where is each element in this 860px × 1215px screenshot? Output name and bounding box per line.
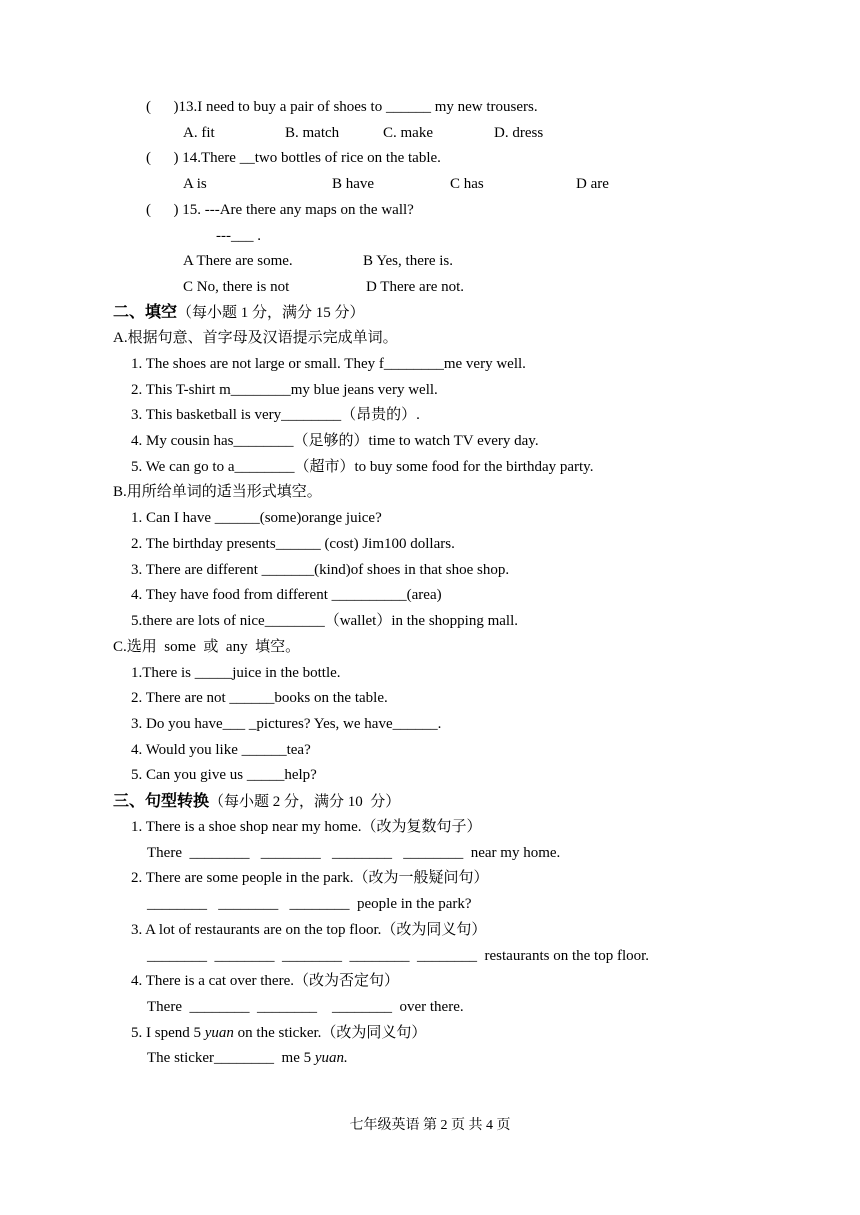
transform-5-a-italic: yuan. — [314, 1050, 348, 1066]
transform-5-q-pre: 5. I spend 5 — [131, 1025, 205, 1041]
part-a-item-2: 2. This T-shirt m________my blue jeans very well. — [131, 382, 438, 398]
part-b-item-3: 3. There are different _______(kind)of shoes in that shoe shop. — [131, 562, 510, 578]
section-2-heading — [113, 302, 365, 323]
q13-option-a: A. fit — [183, 125, 215, 141]
transform-5-q-post: on the sticker.（改为同义句） — [233, 1025, 427, 1041]
part-b-item-4: 4. They have food from different __________(area) — [131, 587, 442, 603]
transform-3-answer: ________ ________ ________ ________ ________ restaurants on the top floor. — [147, 948, 650, 964]
question-14-stem: ( ) 14.There __two bottles of rice on the table. — [146, 150, 441, 166]
part-a-title: A.根据句意、首字母及汉语提示完成单词。 — [113, 330, 398, 346]
transform-5-answer — [147, 1048, 348, 1068]
section-2-title: 二、填空 — [113, 302, 178, 321]
part-c-title: C.选用 some 或 any 填空。 — [113, 639, 301, 655]
part-c-item-2: 2. There are not ______books on the table. — [131, 690, 388, 706]
part-a-item-4: 4. My cousin has________（足够的）time to watch TV every day. — [131, 433, 539, 449]
q14-option-a: A is — [183, 176, 207, 192]
q13-option-b: B. match — [285, 125, 340, 141]
q15-option-b: B Yes, there is. — [363, 253, 454, 269]
transform-1-question: 1. There is a shoe shop near my home.（改为复数句子） — [131, 819, 482, 835]
question-15-stem: ( ) 15. ---Are there any maps on the wall? — [146, 202, 414, 218]
part-b-item-1: 1. Can I have ______(some)orange juice? — [131, 510, 382, 526]
transform-2-answer: ________ ________ ________ people in the park? — [147, 896, 472, 912]
section-3-title: 三、句型转换 — [113, 791, 210, 810]
part-b-item-2: 2. The birthday presents______ (cost) Jim100 dollars. — [131, 536, 455, 552]
q14-option-d: D are — [576, 176, 609, 192]
transform-5-question — [131, 1023, 426, 1043]
transform-4-answer: There ________ ________ ________ over there. — [147, 999, 464, 1015]
part-c-item-3: 3. Do you have___ _pictures? Yes, we have______. — [131, 716, 442, 732]
q14-option-b: B have — [332, 176, 375, 192]
part-c-item-1: 1.There is _____juice in the bottle. — [131, 665, 341, 681]
transform-5-a-pre: The sticker________ me 5 — [147, 1050, 315, 1066]
question-13-stem: ( )13.I need to buy a pair of shoes to ______ my new trousers. — [146, 99, 538, 115]
q15-reply: ---___ . — [216, 228, 261, 244]
transform-1-answer: There ________ ________ ________ ________ near my home. — [147, 845, 561, 861]
part-b-item-5: 5.there are lots of nice________（wallet）in the shopping mall. — [131, 613, 518, 629]
transform-3-question: 3. A lot of restaurants are on the top floor.（改为同义句） — [131, 922, 487, 938]
part-b-title: B.用所给单词的适当形式填空。 — [113, 484, 322, 500]
q14-option-c: C has — [450, 176, 484, 192]
part-c-item-5: 5. Can you give us _____help? — [131, 767, 317, 783]
section-2-note: （每小题 1 分，满分 15 分） — [177, 305, 365, 321]
part-a-item-1: 1. The shoes are not large or small. They f________me very well. — [131, 356, 526, 372]
section-3-heading — [113, 791, 400, 812]
page-footer: 七年级英语 第 2 页 共 4 页 — [349, 1118, 511, 1133]
q15-option-d: D There are not. — [366, 279, 465, 295]
part-c-item-4: 4. Would you like ______tea? — [131, 742, 311, 758]
transform-5-q-italic: yuan — [204, 1025, 234, 1041]
q15-option-c: C No, there is not — [183, 279, 290, 295]
transform-2-question: 2. There are some people in the park.（改为一般疑问句） — [131, 870, 489, 886]
q15-option-a: A There are some. — [183, 253, 293, 269]
part-a-item-5: 5. We can go to a________（超市）to buy some food for the birthday party. — [131, 459, 594, 475]
q13-option-d: D. dress — [494, 125, 544, 141]
q13-option-c: C. make — [383, 125, 433, 141]
section-3-note: （每小题 2 分，满分 10 分） — [209, 794, 401, 810]
part-a-item-3: 3. This basketball is very________（昂贵的）. — [131, 407, 420, 423]
transform-4-question: 4. There is a cat over there.（改为否定句） — [131, 973, 399, 989]
